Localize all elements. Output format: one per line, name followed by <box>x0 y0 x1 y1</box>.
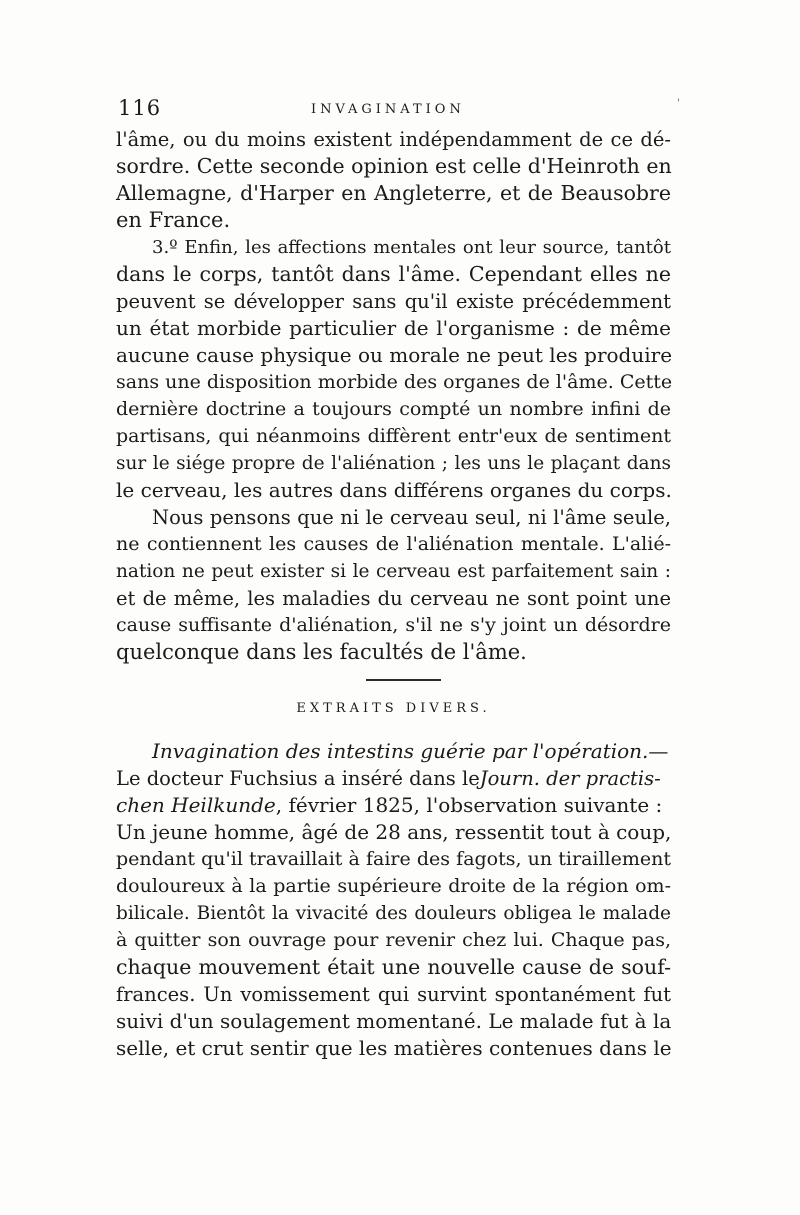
text-line: en France. <box>116 208 231 232</box>
text-line: quelconque dans les facultés de l'âme. <box>116 640 527 664</box>
corner-mark: ' <box>677 98 680 109</box>
text-line: un état morbide particulier de l'organisme : de même <box>116 316 671 340</box>
text-line: bilicale. Bientôt la vivacité des douleurs obligea le malade <box>116 903 671 924</box>
text-line: nation ne peut exister si le cerveau est parfaitement sain : <box>116 561 671 582</box>
journal-title-continued: chen Heilkunde <box>116 793 276 817</box>
text-line <box>116 765 671 792</box>
text-fragment: , février 1825, l'observation suivante : <box>275 793 663 817</box>
article-title-dash: — <box>648 739 669 763</box>
text-line: aucune cause physique ou morale ne peut les produire <box>116 343 673 367</box>
text-line: à quitter son ouvrage pour revenir chez lui. Chaque pas, <box>116 929 671 951</box>
text-line: sordre. Cette seconde opinion est celle d'Heinroth en <box>116 154 672 178</box>
text-line: dans le corps, tantôt dans l'âme. Cependant elles ne <box>116 262 671 286</box>
text-line: Allemagne, d'Harper en Angleterre, et de Beausobre <box>116 181 671 205</box>
text-line: pendant qu'il travaillait à faire des fagots, un tiraillement <box>116 848 671 870</box>
running-title: INVAGINATION <box>311 102 465 117</box>
text-line: dernière doctrine a toujours compté un nombre infini de <box>116 398 671 420</box>
text-fragment: Le docteur Fuchsius a inséré dans le <box>116 767 480 790</box>
article-title-line <box>116 738 671 765</box>
text-line <box>116 792 671 819</box>
section-heading: EXTRAITS DIVERS. <box>296 701 491 716</box>
text-line: selle, et crut sentir que les matières contenues dans le <box>116 1036 672 1060</box>
text-line: peuvent se développer sans qu'il existe précédemment <box>116 290 671 313</box>
text-line: cause suffisante d'aliénation, s'il ne s'y joint un désordre <box>116 614 671 636</box>
text-line: Nous pensons que ni le cerveau seul, ni l'âme seule, <box>152 506 671 529</box>
text-line: suivi d'un soulagement momentané. Le malade fut à la <box>116 1009 672 1033</box>
text-line: 3.º Enfin, les affections mentales ont leur source, tantôt <box>152 237 671 258</box>
section-rule <box>366 679 441 681</box>
journal-title: Journ. der practis- <box>479 767 661 790</box>
text-line: sur le siége propre de l'aliénation ; les uns le plaçant dans <box>116 453 671 474</box>
text-line: et de même, les maladies du cerveau ne sont point une <box>116 587 671 610</box>
text-line: l'âme, ou du moins existent indépendamment de ce dé- <box>116 128 671 151</box>
page-number: 116 <box>118 96 162 120</box>
text-line: le cerveau, les autres dans différens organes du corps. <box>116 478 672 502</box>
text-line: douloureux à la partie supérieure droite de la région om- <box>116 875 671 897</box>
text-line: chaque mouvement était une nouvelle cause de souf- <box>116 955 671 979</box>
text-line: sans une disposition morbide des organes de l'âme. Cette <box>116 371 673 393</box>
page-header <box>116 96 671 124</box>
text-line: ne contiennent les causes de l'aliénation mentale. L'alié- <box>116 533 671 555</box>
text-line: frances. Un vomissement qui survint spontanément fut <box>116 983 671 1006</box>
article-title: Invagination des intestins guérie par l'opération. <box>152 739 649 763</box>
text-line: partisans, qui néanmoins diffèrent entr'eux de sentiment <box>116 425 671 447</box>
text-line: Un jeune homme, âgé de 28 ans, ressentit tout à coup, <box>116 820 672 844</box>
